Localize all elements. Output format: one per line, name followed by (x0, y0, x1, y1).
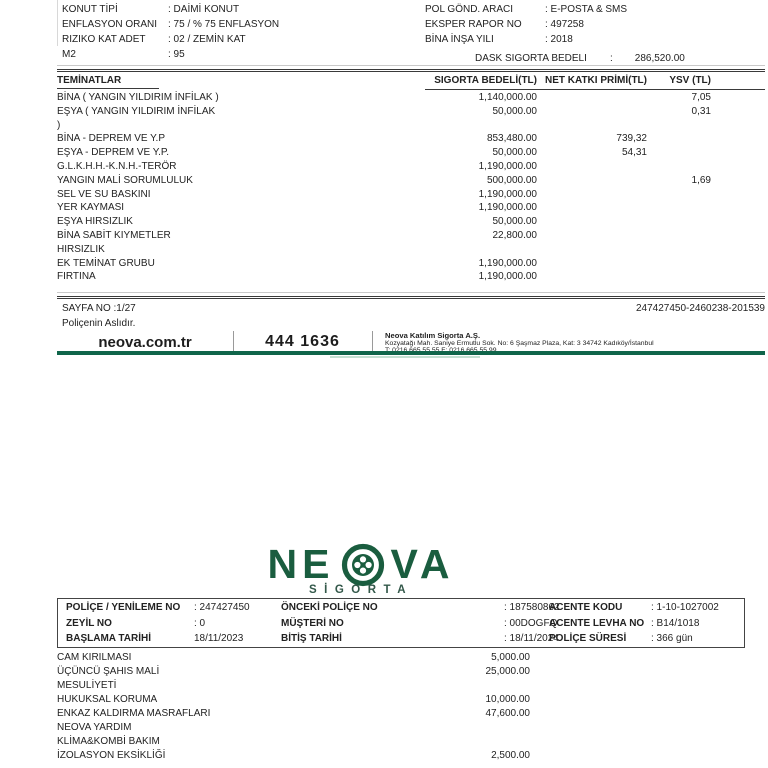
coverage-row (57, 160, 765, 174)
divider-light-top (57, 65, 765, 66)
info-value: : E-POSTA & SMS (545, 4, 628, 15)
coverage-row (57, 229, 765, 257)
coverage-ysv (647, 257, 765, 271)
coverage-name: EK TEMİNAT GRUBU (57, 257, 155, 269)
info-label: EKSPER RAPOR NO (425, 19, 522, 30)
info-label: BİNA İNŞA YILI (425, 34, 494, 45)
additional-name-cell (57, 693, 307, 707)
policy-value: : 187580862 (504, 602, 560, 613)
info-label: KONUT TİPİ (62, 4, 118, 15)
additional-coverage-row (57, 693, 765, 707)
coverage-sigorta-bedeli: 500,000.00 (486, 174, 537, 186)
header-sigorta-bedeli: SIGORTA BEDELİ(TL) (434, 75, 537, 86)
policy-value: : 366 gün (651, 633, 693, 645)
additional-coverage-row (57, 721, 765, 735)
company-name: Neova Katılım Sigorta A.Ş. (385, 331, 481, 340)
coverage-name-cell (57, 257, 307, 271)
coverage-name-cell (57, 146, 307, 160)
policy-label: MÜŞTERİ NO (281, 617, 344, 629)
coverage-sigorta-bedeli: 1,190,000.00 (478, 271, 537, 283)
info-row (62, 4, 279, 19)
coverage-sigorta-bedeli: 1,190,000.00 (478, 160, 537, 172)
company-address: Kozyatağı Mah. Saniye Ermutlu Sok. No: 6 Şaşmaz Plaza, Kat: 3 34742 Kadıköy/İstanbul (385, 339, 654, 347)
double-rule-bottom (57, 296, 765, 299)
additional-value (307, 721, 530, 735)
coverage-net-katki: 739,32 (616, 133, 647, 145)
additional-value: 25,000.00 (485, 666, 530, 677)
additional-value: 5,000.00 (491, 652, 530, 663)
coverage-name-cell (57, 270, 307, 284)
coverage-name-cell (57, 229, 307, 257)
coverage-name-cell (57, 201, 307, 215)
additional-name-cell (57, 665, 307, 693)
policy-value: : 247427450 (194, 602, 250, 613)
coverage-name-cell (57, 91, 307, 105)
coverage-net-katki (537, 201, 647, 215)
coverage-name: BİNA SABİT KIYMETLER HIRSIZLIK (57, 229, 171, 255)
coverage-sigorta-bedeli: 853,480.00 (486, 133, 537, 145)
coverage-ysv: 7,05 (691, 92, 711, 103)
policy-value: : 00DOGFQ (504, 617, 558, 629)
header-underline (425, 89, 765, 90)
coverage-row (57, 105, 765, 133)
info-row (425, 19, 627, 34)
additional-name: İZOLASYON EKSİKLİĞİ (57, 750, 166, 761)
additional-name-cell (57, 707, 307, 721)
additional-name-cell (57, 651, 307, 665)
additional-name-cell (57, 749, 307, 763)
info-value: : 02 / ZEMİN KAT (168, 34, 246, 45)
coverage-name: SEL VE SU BASKINI (57, 188, 151, 200)
coverage-row (57, 132, 765, 146)
additional-coverage-row (57, 749, 765, 763)
neova-logo (0, 541, 722, 588)
policy-info-box (57, 598, 745, 648)
dask-value: 286,520.00 (634, 53, 685, 64)
additional-name-cell (57, 721, 307, 735)
coverage-net-katki (537, 174, 647, 188)
info-value: : DAİMİ KONUT (168, 4, 240, 15)
footer-website: neova.com.tr (98, 334, 192, 351)
page-number: SAYFA NO :1/27 (62, 303, 136, 314)
info-value: : 497258 (545, 19, 584, 30)
coverage-row (57, 174, 765, 188)
policy-box-row (58, 633, 744, 649)
coverage-net-katki (537, 105, 647, 133)
additional-name: NEOVA YARDIM (57, 722, 132, 733)
info-row (62, 34, 279, 49)
coverage-net-katki: 54,31 (621, 147, 647, 159)
additional-value (307, 735, 530, 749)
policy-value: : B14/1018 (651, 617, 700, 629)
dask-separator: : (610, 53, 613, 64)
coverage-ysv (647, 146, 765, 160)
coverage-net-katki (537, 270, 647, 284)
footer-green-rule-secondary (330, 356, 480, 358)
coverage-name-cell (57, 215, 307, 229)
additional-name: HUKUKSAL KORUMA (57, 694, 158, 705)
info-value: : 2018 (545, 34, 573, 45)
additional-name: CAM KIRILMASI (57, 652, 132, 663)
policy-label: ACENTE LEVHA NO (549, 617, 645, 629)
footer-divider-2 (372, 331, 373, 352)
additional-value: 2,500.00 (491, 750, 530, 761)
info-label: RIZIKO KAT ADET (62, 34, 146, 45)
coverage-name: FIRTINA (57, 271, 96, 283)
coverage-row (57, 146, 765, 160)
coverage-sigorta-bedeli: 50,000.00 (492, 105, 537, 117)
additional-name: ENKAZ KALDIRMA MASRAFLARI (57, 708, 211, 719)
header-ysv: YSV (TL) (669, 75, 711, 86)
policy-value: : 1-10-1027002 (651, 602, 719, 613)
additional-name-cell (57, 735, 307, 749)
property-info-right (425, 4, 627, 49)
coverage-net-katki (537, 229, 647, 257)
additional-value: 10,000.00 (485, 694, 530, 705)
policy-value: : 18/11/2024 (504, 633, 559, 645)
coverage-name-cell (57, 174, 307, 188)
additional-coverage-row (57, 707, 765, 721)
coverage-sigorta-bedeli: 1,190,000.00 (478, 257, 537, 269)
logo-text-left: NE (267, 541, 335, 587)
coverage-name: YER KAYMASI (57, 202, 125, 214)
info-row (62, 19, 279, 34)
info-value: : 95 (168, 49, 185, 60)
coverage-name: BİNA ( YANGIN YILDIRIM İNFİLAK ) (57, 92, 219, 103)
additional-coverage-row (57, 651, 765, 665)
policy-label: ACENTE KODU (549, 602, 623, 613)
divider-light-bottom (57, 292, 765, 293)
logo-subtitle: SİGORTA (308, 584, 414, 596)
footer-green-rule (57, 351, 765, 355)
coverage-row (57, 201, 765, 215)
policy-label: BİTİŞ TARİHİ (281, 633, 342, 645)
coverage-ysv (647, 188, 765, 202)
coverage-sigorta-bedeli: 22,800.00 (492, 229, 537, 241)
coverage-name-cell (57, 105, 307, 133)
coverage-row (57, 91, 765, 105)
coverage-net-katki (537, 257, 647, 271)
double-rule-top (57, 69, 765, 72)
document-serial: 247427450-2460238-201539 (635, 303, 765, 314)
property-info-left (62, 4, 279, 64)
coverage-name: YANGIN MALİ SORUMLULUK (57, 174, 193, 186)
policy-value: 18/11/2023 (194, 633, 244, 645)
coverage-name: G.L.K.H.H.-K.N.H.-TERÖR (57, 160, 177, 172)
coverage-ysv (647, 270, 765, 284)
left-rule (57, 0, 58, 46)
coverage-ysv: 0,31 (691, 105, 711, 117)
coverage-table-header (57, 75, 765, 88)
coverage-name: EŞYA - DEPREM VE Y.P. (57, 147, 170, 159)
neova-emblem-icon (340, 542, 386, 588)
coverage-row (57, 257, 765, 271)
policy-original-note: Poliçenin Aslıdır. (62, 318, 136, 329)
coverage-net-katki (537, 91, 647, 105)
coverage-net-katki (537, 215, 647, 229)
policy-label: POLİÇE / YENİLEME NO (66, 602, 181, 613)
coverage-row (57, 270, 765, 284)
dask-sigorta-bedeli (475, 53, 685, 64)
coverage-sigorta-bedeli: 50,000.00 (492, 216, 537, 228)
policy-box-row (58, 618, 744, 634)
additional-name: ÜÇÜNCÜ ŞAHIS MALİ MESULİYETİ (57, 666, 160, 691)
info-label: ENFLASYON ORANI (62, 19, 158, 30)
coverage-name: EŞYA HIRSIZLIK (57, 216, 133, 228)
additional-coverage-row (57, 735, 765, 749)
footer-phone: 444 1636 (265, 333, 340, 350)
info-row (62, 49, 279, 64)
policy-box-row (58, 602, 744, 618)
coverage-sigorta-bedeli: 1,190,000.00 (478, 202, 537, 214)
policy-value: : 0 (194, 617, 206, 629)
header-teminatlar: TEMİNATLAR (57, 75, 307, 89)
logo-text-right: VA (390, 541, 455, 587)
coverage-ysv (647, 160, 765, 174)
policy-label: ZEYİL NO (66, 617, 112, 629)
coverage-name-cell (57, 160, 307, 174)
coverage-sigorta-bedeli: 50,000.00 (492, 147, 537, 159)
coverage-table-body (57, 91, 765, 284)
coverage-name: BİNA - DEPREM VE Y.P (57, 133, 166, 145)
policy-label: BAŞLAMA TARİHİ (66, 633, 151, 645)
coverage-net-katki (537, 188, 647, 202)
coverage-name: EŞYA ( YANGIN YILDIRIM İNFİLAK ) (57, 105, 216, 131)
coverage-net-katki (537, 160, 647, 174)
info-row (425, 4, 627, 19)
coverage-ysv (647, 215, 765, 229)
info-label: M2 (62, 49, 76, 60)
coverage-sigorta-bedeli: 1,140,000.00 (478, 92, 537, 103)
policy-label: POLİÇE SÜRESİ (549, 633, 627, 645)
policy-label: ÖNCEKİ POLİÇE NO (281, 602, 378, 613)
coverage-sigorta-bedeli: 1,190,000.00 (478, 188, 537, 200)
dask-label: DASK SIGORTA BEDELI (475, 53, 587, 64)
coverage-row (57, 215, 765, 229)
coverage-ysv (647, 201, 765, 215)
additional-name: KLİMA&KOMBİ BAKIM (57, 736, 160, 747)
info-label: POL GÖND. ARACI (425, 4, 513, 15)
additional-coverages (57, 651, 765, 763)
header-net-katki-primi: NET KATKI PRİMİ(TL) (544, 75, 647, 86)
additional-coverage-row (57, 665, 765, 693)
additional-value: 47,600.00 (485, 708, 530, 719)
info-value: : 75 / % 75 ENFLASYON (168, 19, 280, 30)
info-row (425, 34, 627, 49)
coverage-name-cell (57, 132, 307, 146)
coverage-ysv (647, 132, 765, 146)
coverage-row (57, 188, 765, 202)
coverage-ysv: 1,69 (691, 174, 711, 186)
coverage-ysv (647, 229, 765, 257)
coverage-name-cell (57, 188, 307, 202)
